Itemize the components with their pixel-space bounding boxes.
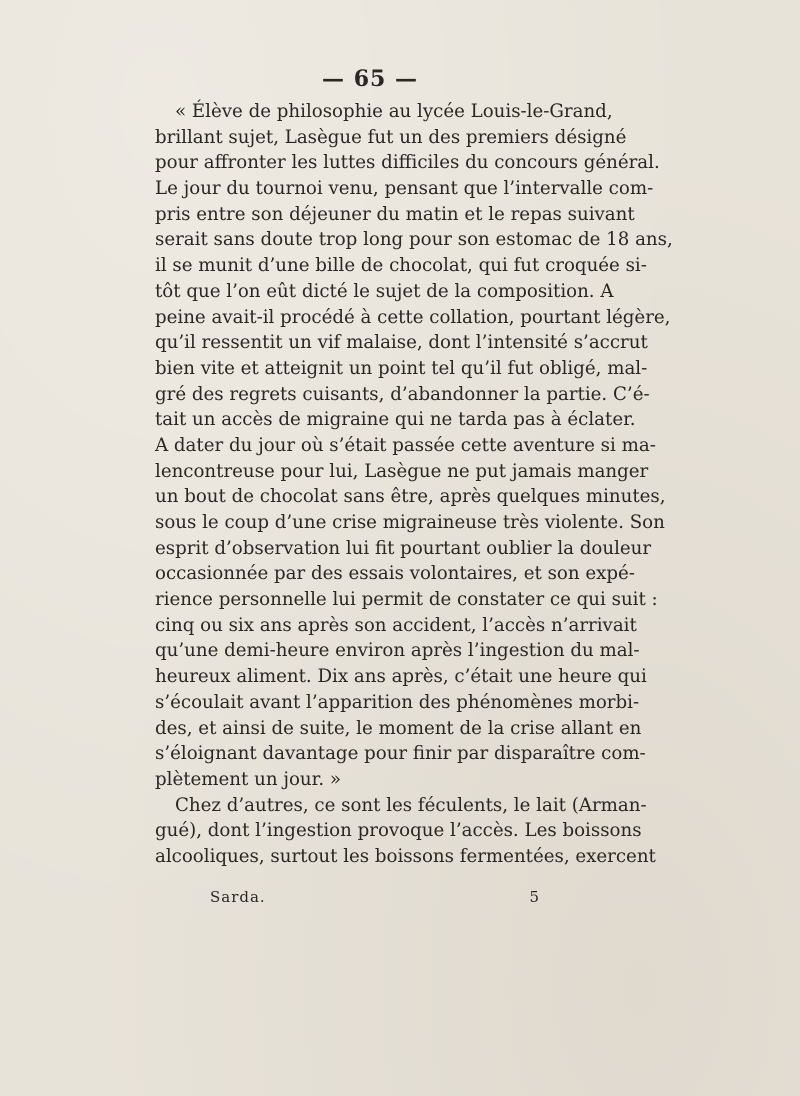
text-line: tait un accès de migraine qui ne tarda pas à éclater.	[155, 409, 636, 431]
text-line: rience personnelle lui permit de constater ce qui suit :	[155, 589, 658, 611]
text-line: Chez d’autres, ce sont les féculents, le lait (Arman-	[175, 794, 647, 816]
text-line: bien vite et atteignit un point tel qu’il fut obligé, mal-	[155, 357, 648, 379]
text-line: gré des regrets cuisants, d’abandonner la partie. C’é-	[155, 383, 650, 405]
text-line: qu’il ressentit un vif malaise, dont l’intensité s’accrut	[155, 332, 648, 354]
text-line: un bout de chocolat sans être, après quelques minutes,	[155, 486, 666, 508]
text-line: tôt que l’on eût dicté le sujet de la composition. A	[155, 280, 614, 302]
text-line: s’éloignant davantage pour finir par disparaître com-	[155, 743, 646, 765]
text-line: il se munit d’une bille de chocolat, qui fut croquée si-	[155, 255, 647, 277]
text-line: pris entre son déjeuner du matin et le repas suivant	[155, 203, 635, 225]
text-line: lencontreuse pour lui, Lasègue ne put jamais manger	[155, 460, 649, 482]
page-number: — 65 —	[322, 66, 418, 92]
text-line: peine avait-il procédé à cette collation, pourtant légère,	[155, 306, 671, 328]
page-body-text	[155, 99, 673, 870]
text-line: gué), dont l’ingestion provoque l’accès. Les boissons	[155, 820, 642, 842]
text-line: qu’une demi-heure environ après l’ingestion du mal-	[155, 640, 640, 662]
text-line: brillant sujet, Lasègue fut un des premiers désigné	[155, 126, 627, 148]
text-line: des, et ainsi de suite, le moment de la crise allant en	[155, 717, 642, 739]
text-line: sous le coup d’une crise migraineuse très violente. Son	[155, 512, 665, 533]
signature-mark: 5	[529, 888, 540, 906]
text-line: s’écoulait avant l’apparition des phénomènes morbi-	[155, 691, 640, 713]
text-line: pour affronter les luttes difficiles du concours général.	[155, 152, 660, 174]
text-line: occasionnée par des essais volontaires, et son expé-	[155, 563, 635, 585]
text-line: serait sans doute trop long pour son estomac de 18 ans,	[155, 229, 673, 251]
text-line: plètement un jour. »	[155, 768, 342, 790]
text-line: « Élève de philosophie au lycée Louis-le-Grand,	[175, 101, 613, 122]
text-line: Le jour du tournoi venu, pensant que l’intervalle com-	[155, 178, 654, 200]
text-line: alcooliques, surtout les boissons fermentées, exercent	[155, 845, 656, 867]
text-line: A dater du jour où s’était passée cette aventure si ma-	[155, 434, 656, 456]
text-line: cinq ou six ans après son accident, l’accès n’arrivait	[155, 614, 637, 636]
text-line: heureux aliment. Dix ans après, c’était une heure qui	[155, 666, 647, 688]
footer-author: Sarda.	[210, 888, 266, 906]
text-line: esprit d’observation lui fit pourtant oublier la douleur	[155, 537, 652, 559]
